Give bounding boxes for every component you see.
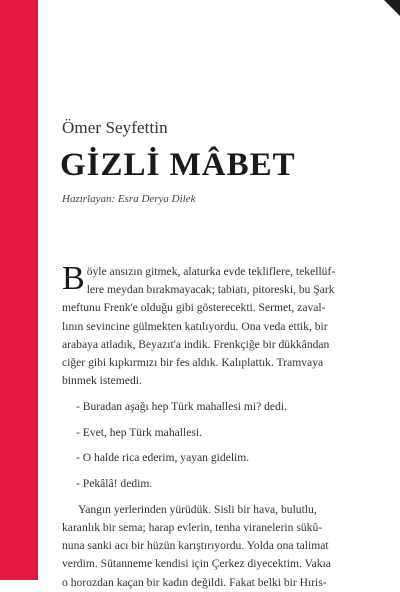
text-line: arabaya atladık, Beyazıt'a indik. Frenkçiğe bir dükkândan: [62, 337, 330, 351]
text-line: binmek istemedi.: [62, 374, 142, 388]
text-line: öyle ansızın gitmek, alaturka evde tekliflere, tekellüf-: [86, 265, 336, 278]
dialogue-line: - Evet, hep Türk mahallesi.: [76, 425, 202, 439]
text-line: meftunu Frenk'e olduğu gibi gösterecekti. Sermet, zaval-: [62, 301, 326, 315]
text-line: lere meydan bırakmayacak; tabiatı, pitoreski, bu Şark: [86, 283, 335, 297]
drop-cap: B: [62, 260, 85, 297]
text-line: ciğer gibi kıpkırmızı bir fes aldık. Kalıplattık. Tramvaya: [62, 356, 324, 370]
text-line: karanlık bir sema; harap evlerin, tenha viranelerin sükû-: [62, 520, 323, 534]
text-line: o horozdan kaçan bir kadın değildi. Fakat belki bir Hıris-: [62, 575, 327, 589]
book-title: GİZLİ MÂBET: [60, 147, 296, 183]
dialogue-line: - Pekâlâ! dedim.: [76, 477, 153, 491]
paragraph-2: [62, 501, 392, 592]
corner-mark-icon: [384, 0, 400, 16]
text-line: Yangın yerlerinden yürüdük. Sisli bir hava, bulutlu,: [78, 502, 317, 516]
text-line: lının sevincine gülmekten katılıyordu. Ona veda ettik, bir: [62, 319, 328, 333]
paragraph-1: [62, 260, 392, 390]
dialogue-line: - Buradan aşağı hep Türk mahallesi mi? dedi.: [76, 399, 287, 413]
body-text: [62, 260, 392, 592]
text-line: verdim. Sütanneme kendisi için Çerkez diyecektim. Vakıa: [62, 557, 331, 571]
red-spine-band: [0, 0, 38, 580]
text-line: nuna sanki acı bir hüzün karıştırıyordu. Yolda ona talimat: [62, 539, 329, 553]
author-name: Ömer Seyfettin: [62, 118, 168, 137]
editor-credit: Hazırlayan: Esra Derya Dilek: [62, 193, 196, 205]
dialogue-line: - O halde rica ederim, yayan gidelim.: [76, 451, 250, 465]
